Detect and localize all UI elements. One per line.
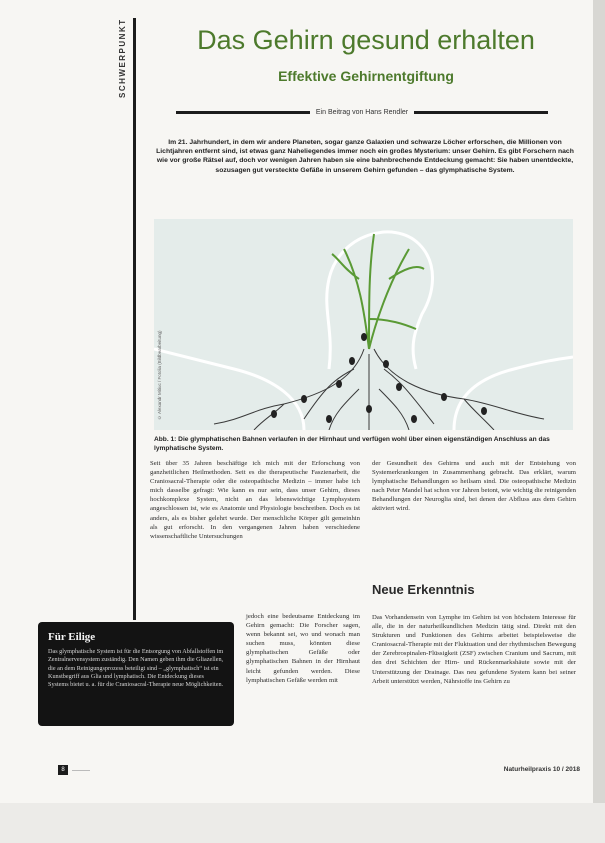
body-column-right [372,459,576,515]
journal-footer: Naturheilpraxis 10 / 2018 [503,766,580,773]
body-paragraph: Seit über 35 Jahren beschäftige ich mich mit der Erforschung von ganzheitlichen Heilmethoden. Seit es die therapeutische Faszienarbeit, die Craniosacral-Therapie oder die osteopathische Medizin – immer habe ich mich dasselbe gefragt: Wie kann es nur sein, dass unser Gehirn, dieses hochkomplexe System, nicht an das lebenswichtige Lymphsystem angeschlossen ist, wie es Anatomie und Physiologie beschreiben. Doch es ist anders, als es bisher gelehrt wurde. Der menschliche Körper gilt gemeinhin als gut erforscht. In den vergangenen Jahren haben verschiedene wissenschaftliche Untersuchungen [150,460,360,540]
figure-caption: Abb. 1: Die glymphatischen Bahnen verlaufen in der Hirnhaut und verfügen wohl über einen eigenständigen Anschluss an das lymphatische System. [154,436,550,452]
byline-rule-right [414,111,548,114]
summary-title: Für Eilige [48,631,96,643]
body-column-left-continued [246,612,360,686]
summary-text: Das glymphatische System ist für die Entsorgung von Abfallstoffen im Zentralnervensystem zuständig. Den Namen geben ihm die Gliazellen, die an dem Reinigungsprozess beteiligt sind – „glymphatisch“ ist ein Kunstbegriff aus Glia und lymphatisch. Die Entdeckung dieses Systems bietet u. a. für die Craniosacral-Therapie neue Möglichkeiten. [48,648,224,689]
section-label: SCHWERPUNKT [118,18,127,98]
body-column-left [150,459,360,542]
illustration-svg [154,219,573,430]
section-heading: Neue Erkenntnis [372,582,475,597]
byline-row [176,106,548,118]
footer-rule [72,770,90,771]
article-subtitle: Effektive Gehirnentgiftung [278,68,454,84]
byline: Ein Beitrag von Hans Rendler [315,108,409,116]
body-column-right-continued [372,613,576,687]
article-title: Das Gehirn gesund erhalten [197,25,535,55]
body-paragraph: der Gesundheit des Gehirns und auch mit der Entstehung von Systemerkrankungen in Zusammenhang gebracht. Das erklärt, warum lymphatische Behandlungen so heilsam sind. Die osteopathische Medizin nach Peter Mandel hat schon vor Jahren betont, wie wichtig die reinigenden Behandlungen der Neuroglia sind, bei denen der Abfluss aus dem Gehirn aktiviert wird. [372,460,576,513]
lymphatic-illustration [154,219,573,430]
page-edge [593,0,605,843]
image-credit: © Alexandr Mitiuc / Fotolia (Bildbearbeitung) [157,330,162,420]
section-rule [133,18,136,620]
body-paragraph: jedoch eine bedeutsame Entdeckung im Gehirn gemacht: Die Forscher sagen, wenn bekannt sei, wo und wonach man suchen muss, könnten diese glymphatischen Gefäße oder glymphatischen Bahnen in der Hirnhaut leicht gefunden werden. Diese lymphatischen Gefäße werden mit [246,613,360,684]
page-bottom-edge [0,803,605,843]
summary-box [38,622,234,726]
body-paragraph: Das Vorhandensein von Lymphe im Gehirn ist von höchstem Interesse für alle, die in der naturheilkundlichen Medizin tätig sind. Direkt mit den Strukturen und Funktionen des Gehirns arbeitet beispielsweise die Craniosacral-Therapie mit der Fluktuation und der rhythmischen Bewegung der Zerebrospinalen-Flüssigkeit (ZSF) zwischen Cranium und Sacrum, mit den drei Schichten der Hirn- und Rückenmarkshäute sowie mit der Unterstützung der Drainage. Das neu gefundene System kann bei seiner Arbeit unterstützt werden, Nährstoffe ins Gehirn zu [372,614,576,685]
page-number: 8 [58,765,68,775]
byline-rule-left [176,111,310,114]
lead-paragraph: Im 21. Jahrhundert, in dem wir andere Planeten, sogar ganze Galaxien und schwarze Löcher erforschen, die Millionen von Lichtjahren entfernt sind, ist etwas ganz Naheliegendes immer noch ein großes Mysterium: unser Gehirn. Es gibt Forschern nach wie vor große Rätsel auf, doch vor wenigen Jahren haben sie eine bahnbrechende Entdeckung gemacht: Sie haben unentdeckte, sozusagen gut versteckte Gefäße in unserem Gehirn gefunden – das glymphatische System. [156,139,574,174]
